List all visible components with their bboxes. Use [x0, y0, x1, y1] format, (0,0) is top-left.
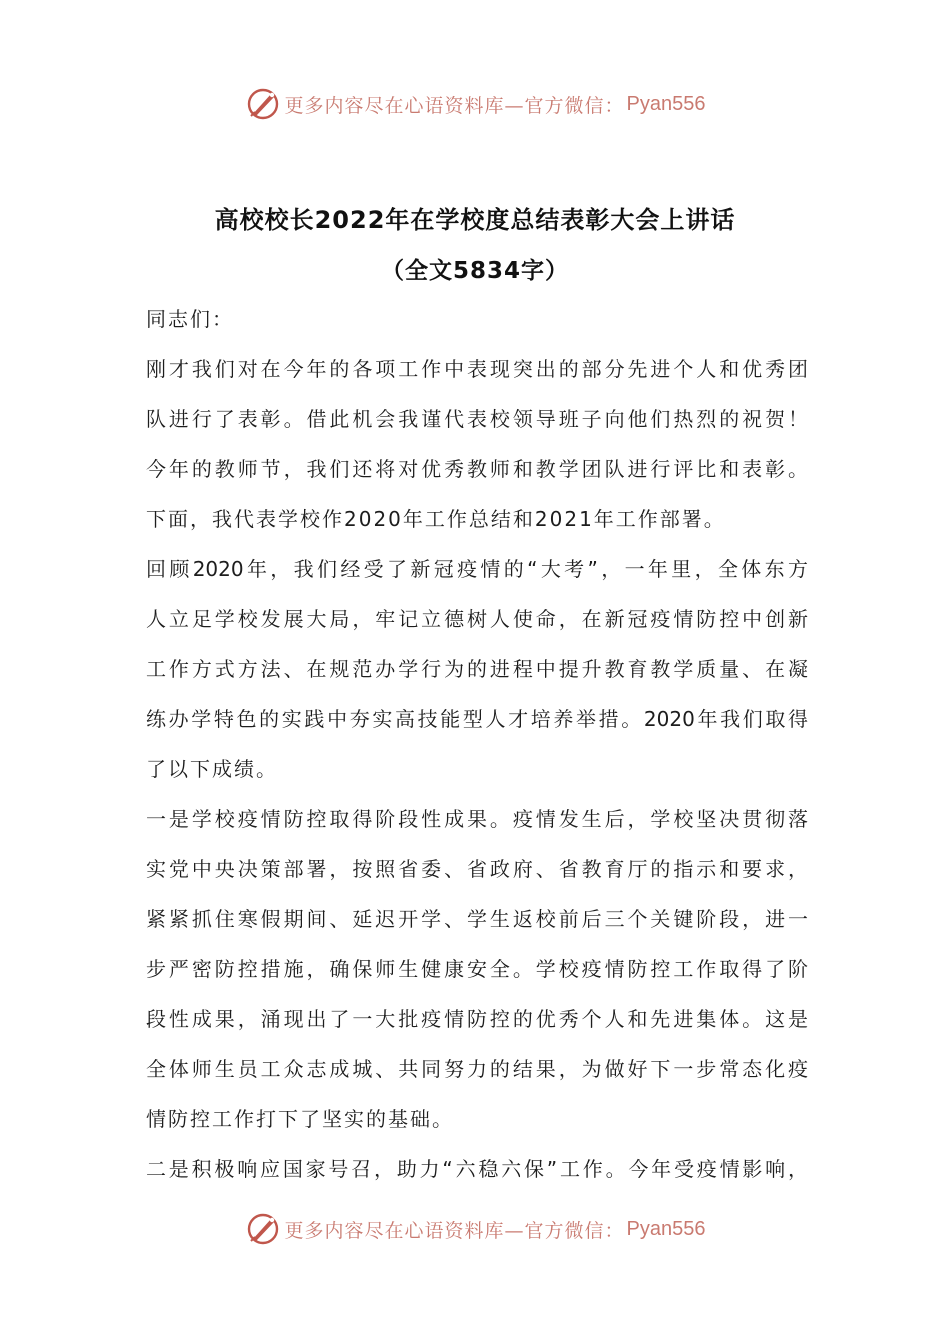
body-line: 全体师生员工众志成城、共同努力的结果，为做好下一步常态化疫	[146, 1057, 808, 1081]
body-line: 队进行了表彰。借此机会我谨代表校领导班子向他们热烈的祝贺！	[146, 407, 808, 431]
body-line: 人立足学校发展大局，牢记立德树人使命，在新冠疫情防控中创新	[146, 607, 808, 631]
body-line: 段性成果，涌现出了一大批疫情防控的优秀个人和先进集体。这是	[146, 1007, 808, 1031]
document-title: 高校校长2022年在学校度总结表彰大会上讲话	[214, 206, 736, 234]
quill-pen-logo-icon	[245, 86, 281, 122]
body-line: 下面，我代表学校作2020年工作总结和2021年工作部署。	[146, 507, 726, 531]
body-line: 紧紧抓住寒假期间、延迟开学、学生返校前后三个关键阶段，进一	[146, 907, 808, 931]
body-line: 今年的教师节，我们还将对优秀教师和教学团队进行评比和表彰。	[146, 457, 808, 481]
body-line: 二是积极响应国家号召，助力“六稳六保”工作。今年受疫情影响，	[146, 1157, 808, 1181]
wechat-id: Pyan556	[626, 92, 706, 115]
body-line: 了以下成绩。	[146, 757, 278, 781]
body-line: 同志们：	[146, 307, 234, 331]
wechat-id: Pyan556	[626, 1217, 706, 1240]
footer-banner	[0, 1207, 950, 1251]
body-line: 回顾2020年，我们经受了新冠疫情的“大考”，一年里，全体东方	[146, 557, 808, 581]
body-line: 练办学特色的实践中夯实高技能型人才培养举措。2020年我们取得	[146, 707, 808, 731]
body-line: 情防控工作打下了坚实的基础。	[146, 1107, 454, 1131]
body-line: 步严密防控措施，确保师生健康安全。学校疫情防控工作取得了阶	[146, 957, 808, 981]
body-line: 刚才我们对在今年的各项工作中表现突出的部分先进个人和优秀团	[146, 357, 808, 381]
header-banner	[0, 82, 950, 126]
body-line: 工作方式方法、在规范办学行为的进程中提升教育教学质量、在凝	[146, 657, 808, 681]
document-subtitle: （全文5834字）	[380, 258, 569, 284]
banner-text: 更多内容尽在心语资料库—官方微信：	[284, 1219, 625, 1242]
body-line: 一是学校疫情防控取得阶段性成果。疫情发生后，学校坚决贯彻落	[146, 807, 808, 831]
document-body	[146, 299, 808, 1199]
banner-text: 更多内容尽在心语资料库—官方微信：	[284, 94, 625, 117]
quill-pen-logo-icon	[245, 1211, 281, 1247]
body-line: 实党中央决策部署，按照省委、省政府、省教育厅的指示和要求，	[146, 857, 808, 881]
